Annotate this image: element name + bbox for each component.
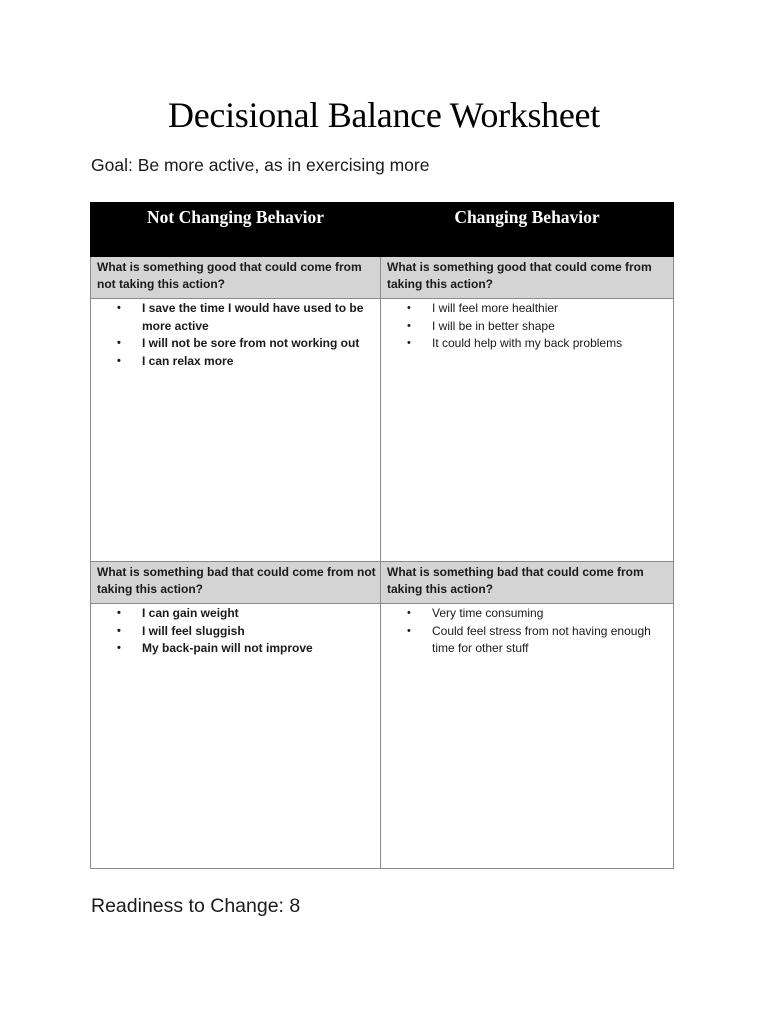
bullet-icon: • — [117, 337, 121, 349]
bullet-icon: • — [407, 607, 411, 619]
table-header-row — [91, 203, 674, 257]
bullet-icon: • — [117, 354, 121, 367]
list-item-text: I will be in better shape — [432, 318, 555, 333]
bad-answers-changing-cell — [381, 604, 674, 869]
list-item — [91, 623, 374, 641]
bullet-icon: • — [407, 302, 411, 314]
bad-answers-not-changing — [91, 604, 380, 658]
list-item — [381, 605, 667, 623]
list-item-text: I can gain weight — [142, 606, 239, 620]
goal-text: Goal: Be more active, as in exercising more — [91, 155, 430, 175]
list-item-text: I can relax more — [142, 353, 234, 368]
decisional-balance-table — [90, 202, 674, 869]
good-answers-changing-cell — [381, 299, 674, 562]
bullet-icon: • — [117, 607, 121, 619]
list-item — [91, 300, 374, 335]
list-item — [91, 353, 374, 371]
bad-question-changing: What is something bad that could come from taking this action? — [381, 562, 674, 604]
good-question-not-changing: What is something good that could come from not taking this action? — [91, 257, 381, 299]
bad-answers-not-changing-cell — [91, 604, 381, 869]
bullet-icon: • — [117, 624, 121, 637]
readiness-to-change: Readiness to Change: 8 — [91, 895, 301, 917]
bad-question-row — [91, 562, 674, 604]
good-answers-not-changing-cell — [91, 299, 381, 562]
bullet-icon: • — [407, 319, 411, 332]
good-answer-row — [91, 299, 674, 562]
list-item — [381, 318, 667, 336]
list-item-text: Very time consuming — [432, 606, 544, 620]
list-item — [91, 335, 374, 353]
list-item-text: I save the time I would have used to be more active — [142, 301, 364, 333]
good-question-row — [91, 257, 674, 299]
bad-question-not-changing: What is something bad that could come from not taking this action? — [91, 562, 381, 604]
good-question-changing: What is something good that could come from taking this action? — [381, 257, 674, 299]
good-answers-not-changing — [91, 299, 380, 370]
list-item-text: My back-pain will not improve — [142, 641, 313, 655]
bullet-icon: • — [117, 302, 121, 314]
header-not-changing: Not Changing Behavior — [91, 203, 381, 257]
worksheet-title: Decisional Balance Worksheet — [168, 95, 600, 135]
bullet-icon: • — [117, 642, 121, 654]
list-item-text: I will feel sluggish — [142, 623, 245, 638]
list-item-text: I will not be sore from not working out — [142, 336, 360, 350]
bullet-icon: • — [407, 337, 411, 349]
list-item — [381, 623, 667, 658]
bullet-icon: • — [407, 624, 411, 637]
list-item-text: Could feel stress from not having enough time for other stuff — [432, 623, 651, 655]
header-changing: Changing Behavior — [381, 203, 674, 257]
list-item-text: It could help with my back problems — [432, 336, 623, 350]
list-item — [381, 335, 667, 353]
list-item-text: I will feel more healthier — [432, 301, 559, 315]
bad-answer-row — [91, 604, 674, 869]
good-answers-changing — [381, 299, 673, 353]
bad-answers-changing — [381, 604, 673, 658]
list-item — [91, 640, 374, 658]
list-item — [381, 300, 667, 318]
list-item — [91, 605, 374, 623]
